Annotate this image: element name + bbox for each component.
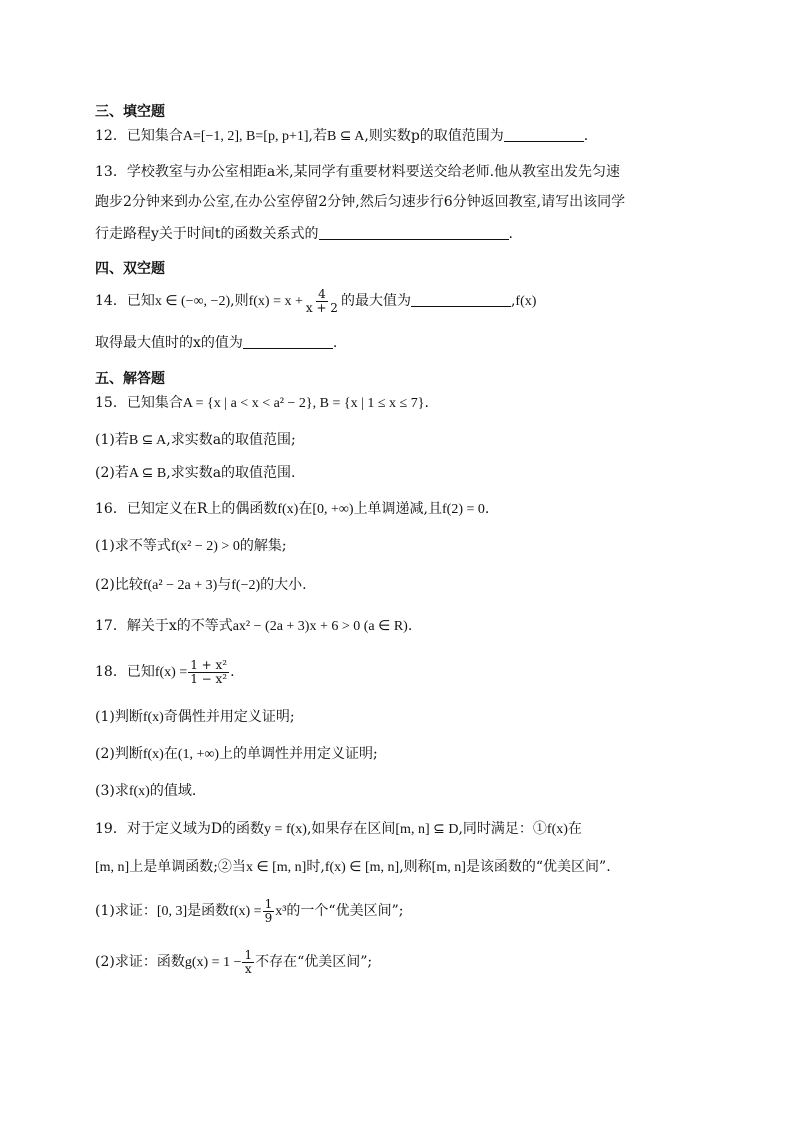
question-18-part-3: (3)求f(x)的值域. bbox=[95, 783, 197, 799]
question-12: 12．已知集合A=[−1, 2], B=[p, p+1],若B ⊆ A,则实数p的取值范围为 . bbox=[95, 128, 589, 144]
question-15-part-2: (2)若A ⊆ B,求实数a的取值范围. bbox=[95, 465, 296, 481]
section-title-fill-in: 三、填空题 bbox=[95, 104, 165, 120]
section-title-double-blank: 四、双空题 bbox=[95, 261, 165, 277]
question-14-line-1: 14．已知x ∈ (−∞, −2),则f(x) = x + $\frac{4}{x + 2}$ 的最大值为 ,f(x) bbox=[95, 286, 537, 315]
question-19-part-2: (2)求证：函数g(x) = 1 − $\frac{1}{x}$ 不存在“优美区间”; bbox=[95, 947, 373, 976]
fraction: $\frac{\text{1 + x²}}{\text{1 − x²}}$ bbox=[190, 657, 228, 686]
question-18-part-1: (1)判断f(x)奇偶性并用定义证明; bbox=[95, 709, 295, 725]
question-16-part-2: (2)比较f(a² − 2a + 3)与f(−2)的大小. bbox=[95, 577, 307, 593]
question-13-line-1: 13．学校教室与办公室相距a米,某同学有重要材料要送交给老师.他从教室出发先匀速 bbox=[95, 164, 621, 180]
question-18: 18．已知f(x) = $\frac{\text{1 + x²}}{\text{1 − x²}}$ . bbox=[95, 657, 235, 686]
answer-blank[interactable] bbox=[411, 292, 511, 307]
question-14-line-2: 取得最大值时的x的值为 . bbox=[95, 335, 338, 351]
question-18-part-2: (2)判断f(x)在(1, +∞)上的单调性并用定义证明; bbox=[95, 746, 378, 762]
fraction: $\frac{4}{x + 2}$ bbox=[305, 286, 338, 315]
question-13-line-3: 行走路程y关于时间t的函数关系式的 . bbox=[95, 226, 513, 242]
question-16: 16．已知定义在R上的偶函数f(x)在[0, +∞)上单调递减,且f(2) = 0. bbox=[95, 501, 490, 517]
section-title-solutions: 五、解答题 bbox=[95, 371, 165, 387]
question-16-part-1: (1)求不等式f(x² − 2) > 0的解集; bbox=[95, 538, 287, 554]
answer-blank[interactable] bbox=[504, 127, 584, 142]
question-15: 15．已知集合A = {x | a < x < a² − 2}, B = {x | 1 ≤ x ≤ 7}. bbox=[95, 395, 429, 411]
answer-blank[interactable] bbox=[319, 225, 509, 240]
question-15-part-1: (1)若B ⊆ A,求实数a的取值范围; bbox=[95, 432, 296, 448]
fraction: $\frac{1}{9}$ bbox=[264, 896, 273, 925]
question-19-line-1: 19．对于定义域为D的函数y = f(x),如果存在区间[m, n] ⊆ D,同时满足：①f(x)在 bbox=[95, 821, 582, 837]
question-17: 17．解关于x的不等式ax² − (2a + 3)x + 6 > 0 (a ∈ R). bbox=[95, 618, 413, 634]
answer-blank[interactable] bbox=[243, 334, 333, 349]
question-13-line-2: 跑步2分钟来到办公室,在办公室停留2分钟,然后匀速步行6分钟返回教室,请写出该同学 bbox=[95, 194, 626, 210]
question-19-line-2: [m, n]上是单调函数;②当x ∈ [m, n]时,f(x) ∈ [m, n],则称[m, n]是该函数的“优美区间”. bbox=[95, 859, 611, 875]
question-19-part-1: (1)求证：[0, 3]是函数f(x) = $\frac{1}{9}$ x³的一个“优美区间”; bbox=[95, 896, 404, 925]
fraction: $\frac{1}{x}$ bbox=[244, 947, 253, 976]
